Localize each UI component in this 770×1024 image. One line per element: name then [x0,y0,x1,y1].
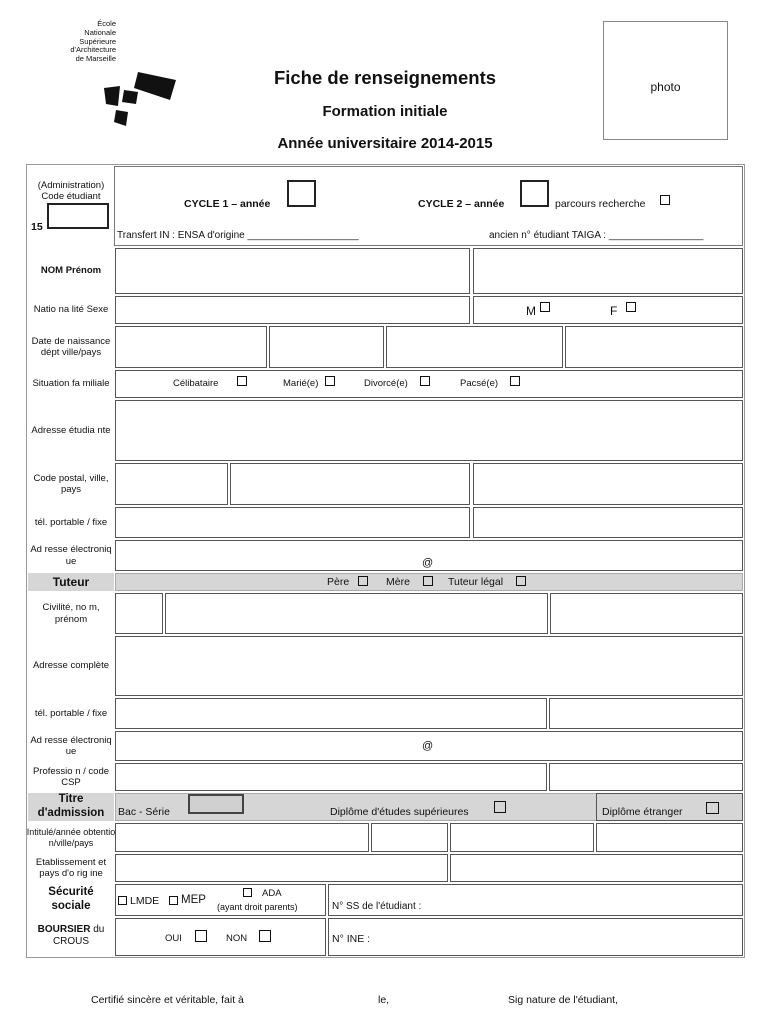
sexe-m-checkbox[interactable] [540,302,550,312]
marie-checkbox[interactable] [325,376,335,386]
civilite-label: Civilité, no m, prénom [42,602,100,625]
cycle1-year-input[interactable] [287,180,316,207]
diplome-sup-label: Diplôme d'études supérieures [330,806,469,818]
tuteur-prenom-input[interactable] [550,593,743,634]
boursier-area [115,918,326,956]
cycle1-label: CYCLE 1 – année [184,198,271,210]
ville-obtention-input[interactable] [450,823,594,852]
tuteur-tel-label: tél. portable / fixe [34,707,108,719]
tel-portable-input[interactable] [115,507,470,538]
ada-note: (ayant droit parents) [217,902,298,912]
page-title: Fiche de renseignements [273,67,497,88]
diplome-etr-checkbox[interactable] [706,802,719,814]
naissance-dept-input[interactable] [269,326,384,368]
naissance-ville-input[interactable] [386,326,563,368]
civilite-input[interactable] [115,593,163,634]
adresse-input[interactable] [115,400,743,461]
pacse-label: Pacsé(e) [460,378,499,389]
profession-label: Professio n / code CSP [32,765,110,788]
tuteur-email-input[interactable] [115,731,743,761]
school-logo [98,66,178,128]
taiga-label: ancien n° étudiant TAIGA : _________________ [489,230,704,241]
mep-checkbox[interactable] [169,896,178,905]
pacse-checkbox[interactable] [510,376,520,386]
boursier-heading [28,924,114,948]
divorce-checkbox[interactable] [420,376,430,386]
certifie-text: Certifié sincère et véritable, fait à [91,994,244,1006]
ville-input[interactable] [230,463,470,505]
intitule-label: Intitulé/année obtentio n/ville/pays [26,826,116,848]
school-line: École [97,19,116,28]
naissance-date-input[interactable] [115,326,267,368]
etablissement-pays-input[interactable] [450,854,743,882]
school-line: de Marseille [75,54,116,64]
ada-checkbox[interactable] [243,888,252,897]
school-line: d'Architecture [70,45,116,55]
mep-label: MEP [181,894,206,906]
sexe-area [473,296,743,324]
nationalite-input[interactable] [115,296,470,324]
bac-label: Bac - Série [118,806,170,818]
ine-input[interactable] [328,918,743,956]
email-input[interactable] [115,540,743,571]
lmde-label: LMDE [130,895,160,907]
tuteur-email-label: Ad resse électroniq ue [30,734,112,757]
school-name [40,20,116,64]
csp-input[interactable] [549,763,743,791]
oui-checkbox[interactable] [195,930,207,942]
photo-box[interactable] [603,21,728,140]
code-postal-input[interactable] [115,463,228,505]
email-label: Ad resse électroniq ue [30,544,112,567]
nom-label: NOM Prénom [40,265,102,277]
school-line: Nationale [84,27,116,37]
tel-label: tél. portable / fixe [34,516,108,528]
cycle2-label: CYCLE 2 – année [418,198,505,210]
code-postal-label: Code postal, ville, pays [33,472,109,495]
pays-input[interactable] [473,463,743,505]
pere-label: Père [327,576,350,588]
nationalite-label: Natio na lité Sexe [33,304,109,316]
sexe-f-checkbox[interactable] [626,302,636,312]
adresse-label: Adresse étudia nte [31,424,111,436]
ss-number-input[interactable] [328,884,743,916]
prenom-input[interactable] [473,248,743,294]
mere-label: Mère [386,576,410,588]
ss-label: N° SS de l'étudiant : [332,901,422,912]
email-at: @ [422,557,434,569]
ine-label: N° INE : [332,933,371,945]
boursier-heading-bold: BOURSIER [37,924,91,935]
mere-checkbox[interactable] [423,576,433,586]
pays-obtention-input[interactable] [596,823,743,852]
page-subtitle: Formation initiale [322,103,448,120]
tuteur-legal-label: Tuteur légal [448,576,504,588]
profession-input[interactable] [115,763,547,791]
code-prefix: 15 [31,221,43,233]
secu-heading: Sécurité sociale [48,886,94,912]
tuteur-nom-input[interactable] [165,593,548,634]
photo-label: photo [650,80,681,94]
admin-label: (Administration) Code étudiant [37,179,105,202]
celibataire-checkbox[interactable] [237,376,247,386]
cycle2-year-input[interactable] [520,180,549,207]
naissance-label: Date de naissance dépt ville/pays [31,335,111,358]
non-checkbox[interactable] [259,930,271,942]
tuteur-adresse-input[interactable] [115,636,743,696]
celibataire-label: Célibataire [173,378,219,389]
annee-obtention-input[interactable] [371,823,448,852]
marie-label: Marié(e) [283,378,319,389]
tuteur-legal-checkbox[interactable] [516,576,526,586]
tuteur-tel-portable-input[interactable] [115,698,547,729]
diplome-sup-checkbox[interactable] [494,801,506,813]
admission-heading: Titre d'admission [28,793,114,821]
academic-year: Année universitaire 2014-2015 [277,135,493,152]
tuteur-tel-fixe-input[interactable] [549,698,743,729]
tel-fixe-input[interactable] [473,507,743,538]
parcours-label: parcours recherche [555,198,646,210]
nom-input[interactable] [115,248,470,294]
situation-label: Situation fa miliale [32,378,110,390]
pere-checkbox[interactable] [358,576,368,586]
naissance-pays-input[interactable] [565,326,743,368]
student-code-input[interactable] [47,203,109,229]
tuteur-email-at: @ [422,740,434,752]
ada-label: ADA [262,888,282,899]
tuteur-adresse-label: Adresse complète [32,660,110,672]
tuteur-heading: Tuteur [28,573,114,591]
transfert-label: Transfert IN : ENSA d'origine ____________________ [117,230,359,241]
sexe-f-label: F [610,304,618,318]
signature-label: Sig nature de l'étudiant, [508,994,618,1006]
parcours-checkbox[interactable] [660,195,670,205]
lmde-checkbox[interactable] [118,896,127,905]
intitule-input[interactable] [115,823,369,852]
oui-label: OUI [165,933,182,944]
etablissement-label: Etablissement et pays d'o rig ine [35,856,107,879]
school-line: Supérieure [79,36,116,46]
boursier-heading-rest: du CROUS [52,924,105,947]
diplome-etr-label: Diplôme étranger [602,806,683,818]
non-label: NON [226,933,248,944]
bac-serie-input[interactable] [188,794,244,814]
divorce-label: Divorcé(e) [364,378,408,389]
etablissement-input[interactable] [115,854,448,882]
date-label: le, [378,994,390,1006]
sexe-m-label: M [526,304,536,318]
